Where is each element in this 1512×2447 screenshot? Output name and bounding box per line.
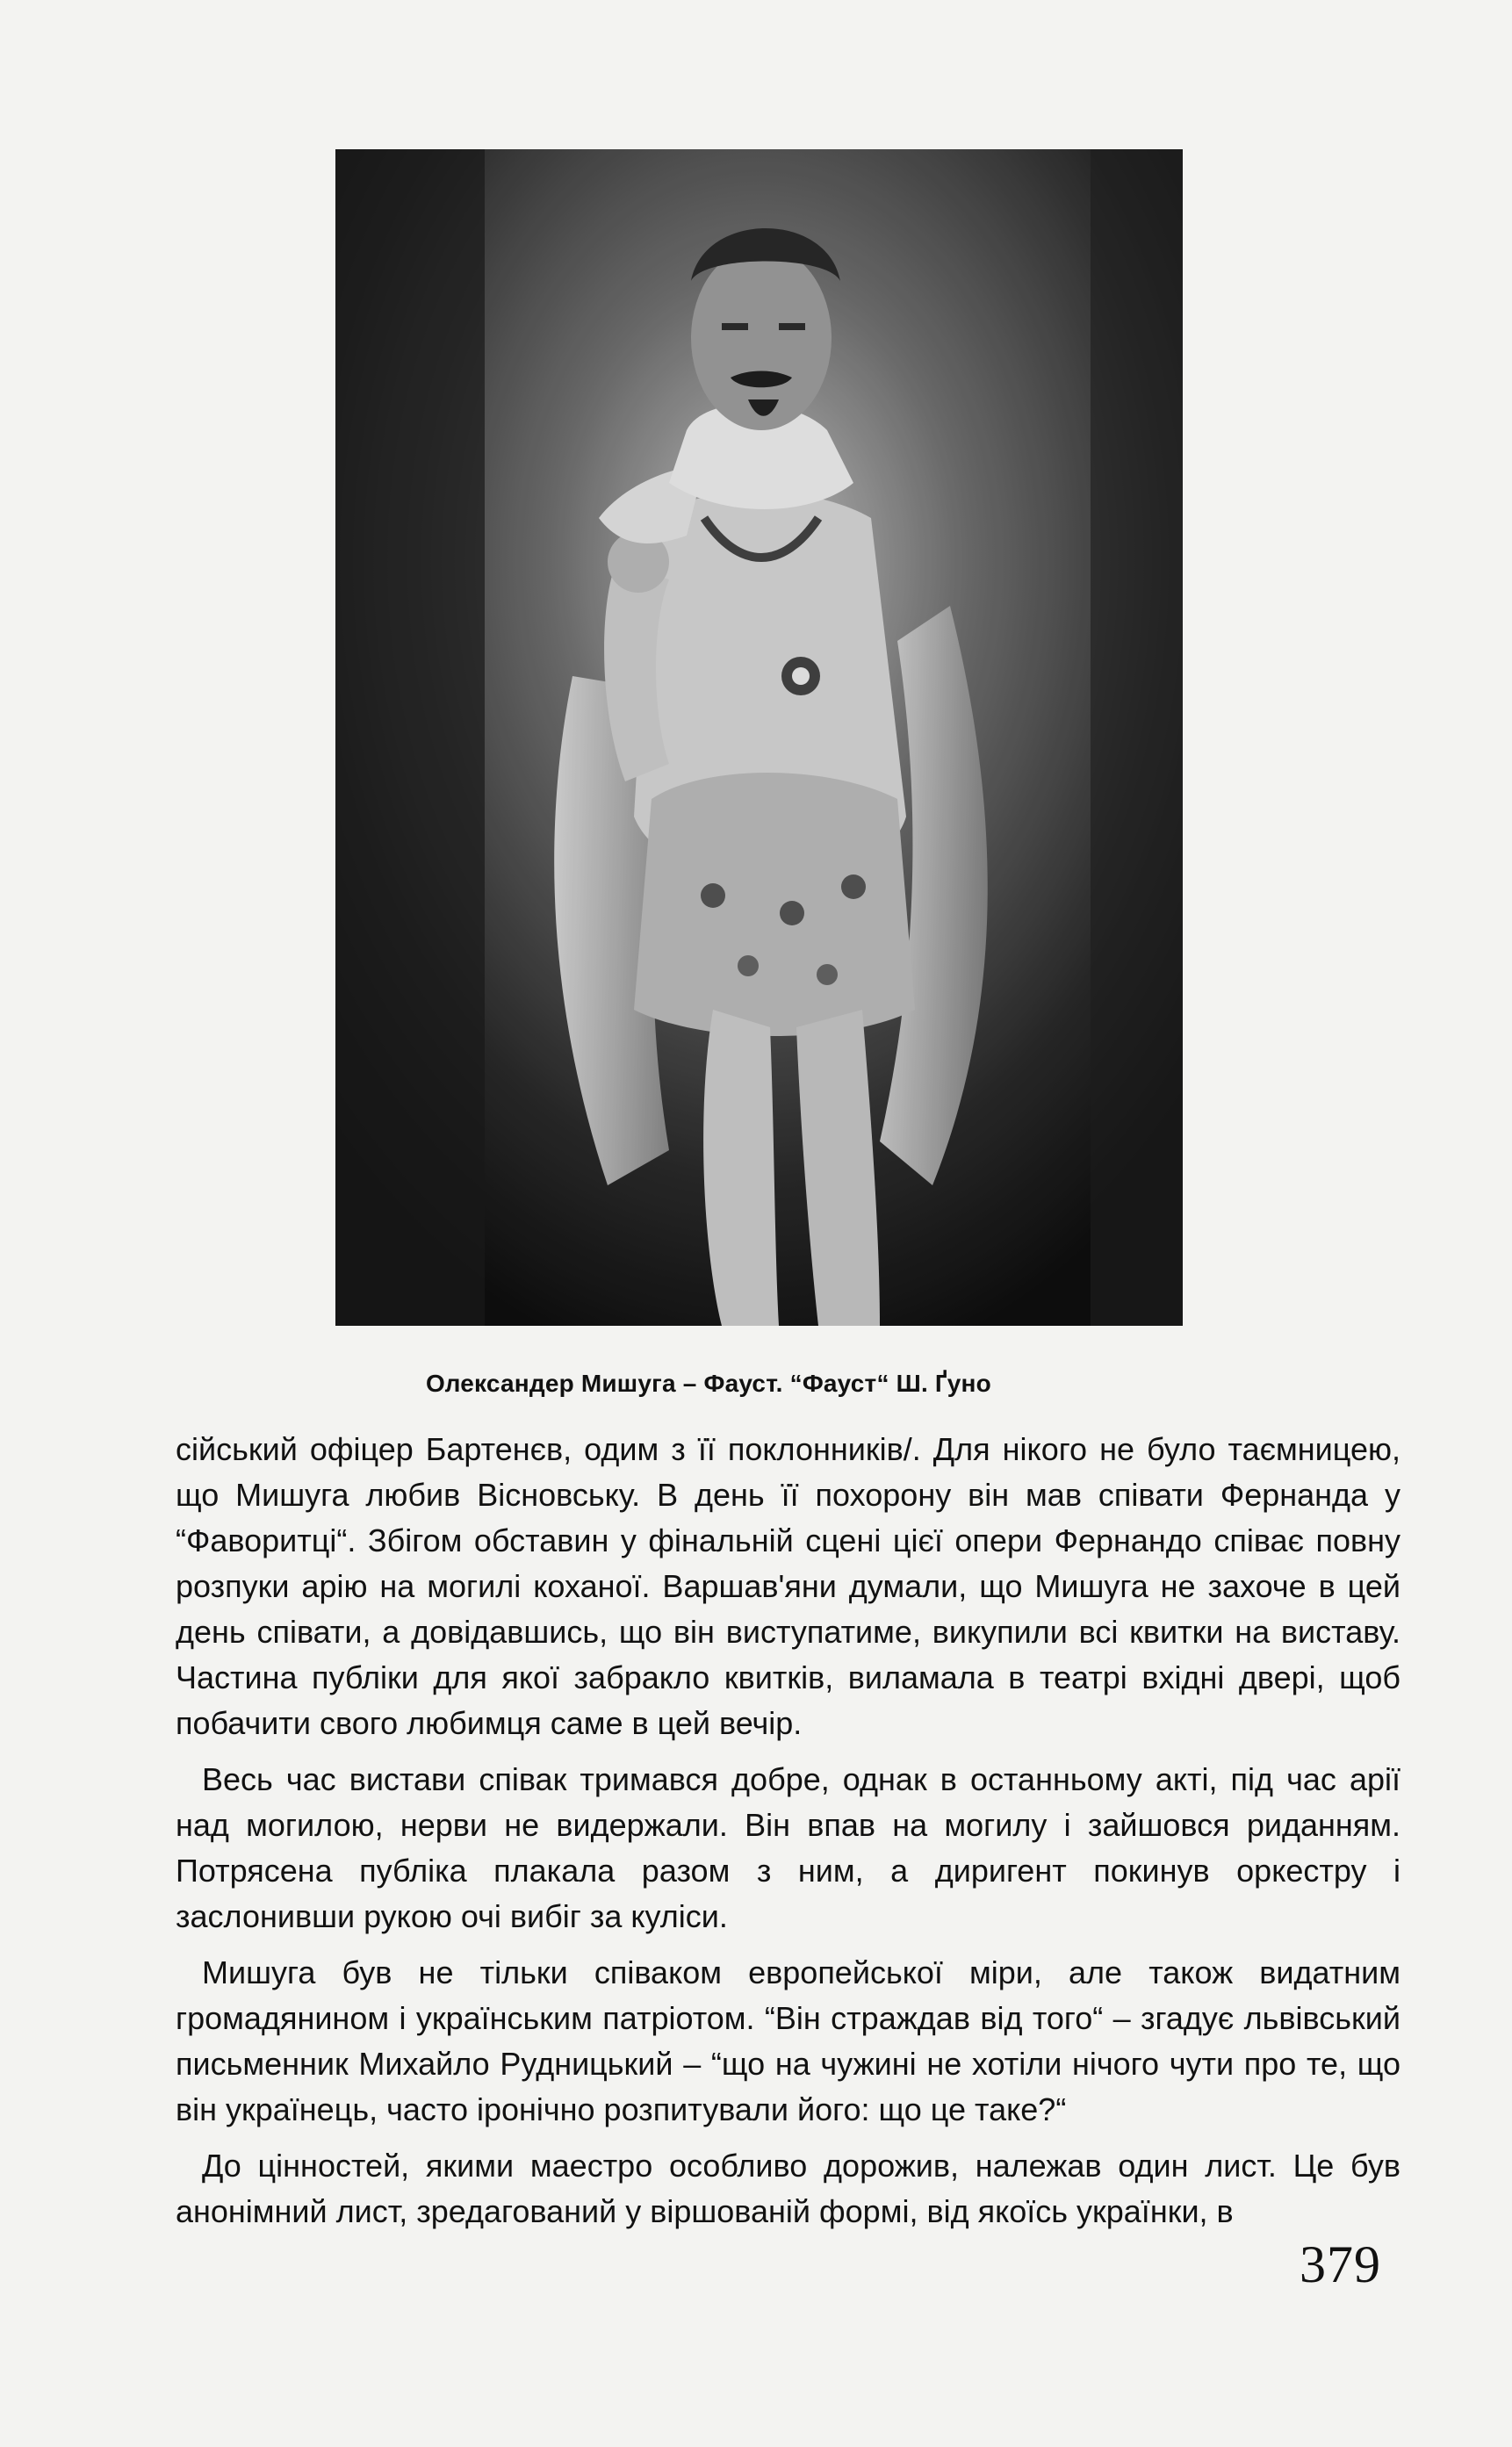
body-text [176, 1427, 1400, 2245]
photo-caption: Олександер Мишуга – Фауст. “Фауст“ Ш. Ґуно [426, 1370, 991, 1397]
paragraph-4: До цінностей, якими маестро особливо дорожив, належав один лист. Це був анонімний лист, зредагований у віршованій формі, від якоїсь українки, в [176, 2148, 1400, 2229]
paragraph-1: сійський офіцер Бартенєв, одим з її поклонників/. Для нікого не було таємницею, що Мишуга любив Вісновську. В день її похорону він мав співати Фернанда у “Фаворитці“. Збігом обставин у фінальній сцені цієї опери Фернандо співає повну розпуки арію на могилі коханої. Варшав'яни думали, що Мишуга не захоче в цей день співати, а довідавшись, що він виступатиме, викупили всі квитки на виставу. Частина публіки для якої забракло квитків, виламала в театрі вхідні двері, щоб побачити свого любимця саме в цей вечір. [176, 1431, 1400, 1741]
page-number: 379 [1300, 2235, 1381, 2293]
paragraph-2: Весь час вистави співак тримався добре, однак в останньому акті, під час арії над могилою, нерви не видержали. Він впав на могилу і зайшовся риданням. Потрясена публіка плакала разом з ним, а диригент покинув оркестру і заслонивши рукою очі вибіг за куліси. [176, 1761, 1400, 1934]
portrait-illustration [335, 149, 1183, 1326]
paragraph-3: Мишуга був не тільки співаком европейської міри, але також видатним громадянином і українським патріотом. “Він страждав від того“ – згадує львівський письменник Михайло Рудницький – “що на чужині не хотіли нічого чути про те, що він українець, часто іронічно розпитували його: що це таке?“ [176, 1954, 1400, 2127]
portrait-photo [335, 149, 1183, 1326]
